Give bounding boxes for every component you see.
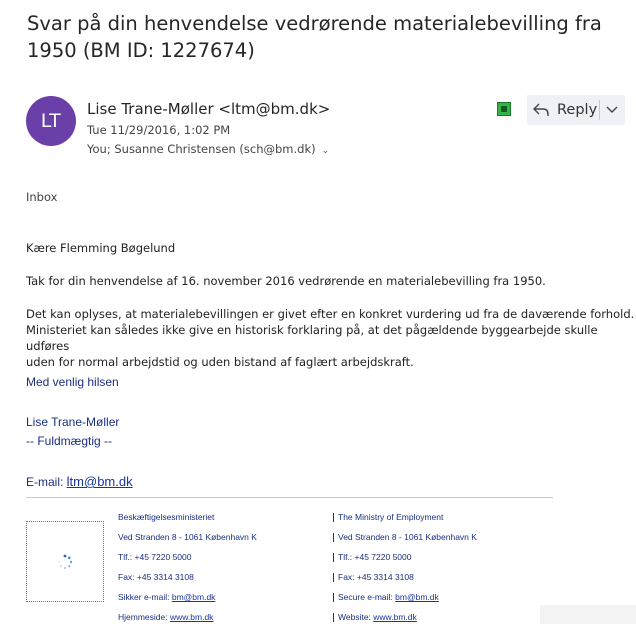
footer-fax-en: Fax: +45 3314 3108 (338, 572, 414, 582)
footer-separator (333, 513, 334, 522)
recipients-line[interactable] (87, 142, 329, 156)
website-label: Hjemmeside: (118, 612, 170, 622)
footer-separator (333, 533, 334, 542)
sender-name[interactable]: Lise Trane-Møller <ltm@bm.dk> (87, 100, 331, 118)
reply-button-group (527, 95, 625, 125)
body-line: uden for normal arbejdstid og uden bistand af faglært arbejdskraft. (26, 355, 414, 369)
logo-placeholder (26, 521, 104, 602)
footer-secure-email-en (338, 592, 439, 602)
signature-email (26, 474, 133, 489)
body-paragraph-1: Tak for din henvendelse af 16. november 2016 vedrørende en materialebevilling fra 1950. (26, 274, 546, 288)
reading-pane-corner (540, 605, 636, 624)
footer-separator (333, 553, 334, 562)
footer-website-en (338, 612, 417, 622)
secure-email-link[interactable]: bm@bm.dk (171, 592, 216, 602)
reply-button[interactable] (527, 95, 599, 125)
footer-org-da: Beskæftigelsesministeriet (118, 512, 215, 522)
website-link[interactable]: www.bm.dk (169, 612, 214, 622)
footer-separator (333, 613, 334, 622)
reply-options-button[interactable] (600, 95, 625, 125)
footer-phone-en: Tlf.: +45 7220 5000 (338, 552, 412, 562)
footer-separator (333, 593, 334, 602)
greeting: Kære Flemming Bøgelund (26, 241, 176, 255)
sent-date: Tue 11/29/2016, 1:02 PM (87, 123, 231, 137)
footer-fax-da: Fax: +45 3314 3108 (118, 572, 194, 582)
footer-address-da: Ved Stranden 8 - 1061 København K (118, 532, 257, 542)
signature-name: Lise Trane-Møller (26, 415, 120, 429)
signature-divider (26, 497, 553, 498)
evernote-addin-icon[interactable] (497, 102, 511, 116)
email-subject: Svar på din henvendelse vedrørende materialebevilling fra 1950 (BM ID: 1227674) (27, 12, 602, 62)
reply-arrow-icon (533, 103, 549, 117)
secure-email-label: Sikker e-mail: (118, 592, 172, 602)
footer-separator (333, 573, 334, 582)
folder-label: Inbox (26, 190, 58, 204)
body-line: Ministeriet kan således ikke give en historisk forklaring på, at det pågældende byggearbejde skulle udføres (26, 323, 598, 353)
loading-spinner-icon (57, 554, 73, 570)
footer-address-en: Ved Stranden 8 - 1061 København K (338, 532, 477, 542)
recipients-text: You; Susanne Christensen (sch@bm.dk) (87, 142, 316, 156)
footer-org-en: The Ministry of Employment (338, 512, 444, 522)
website-label: Website: (338, 612, 374, 622)
avatar-initials: LT (40, 110, 62, 132)
body-line: Det kan oplyses, at materialebevillingen er givet efter en konkret vurdering ud fra de daværende forhold. (26, 307, 635, 321)
email-link[interactable]: ltm@bm.dk (66, 474, 133, 489)
signature-closing: Med venlig hilsen (26, 375, 119, 389)
footer-website-da (118, 612, 213, 622)
body-paragraph-2 (26, 306, 636, 370)
footer-phone-da: Tlf.: +45 7220 5000 (118, 552, 192, 562)
secure-email-label: Secure e-mail: (338, 592, 396, 602)
signature-title: -- Fuldmægtig -- (26, 434, 113, 448)
footer-secure-email-da (118, 592, 215, 602)
avatar[interactable] (26, 96, 76, 146)
secure-email-link[interactable]: bm@bm.dk (395, 592, 439, 602)
reply-label: Reply (557, 102, 598, 118)
email-label: E-mail: (26, 475, 67, 489)
chevron-down-icon (606, 106, 618, 114)
chevron-down-icon[interactable]: ⌄ (321, 146, 330, 156)
website-link[interactable]: www.bm.dk (373, 612, 417, 622)
